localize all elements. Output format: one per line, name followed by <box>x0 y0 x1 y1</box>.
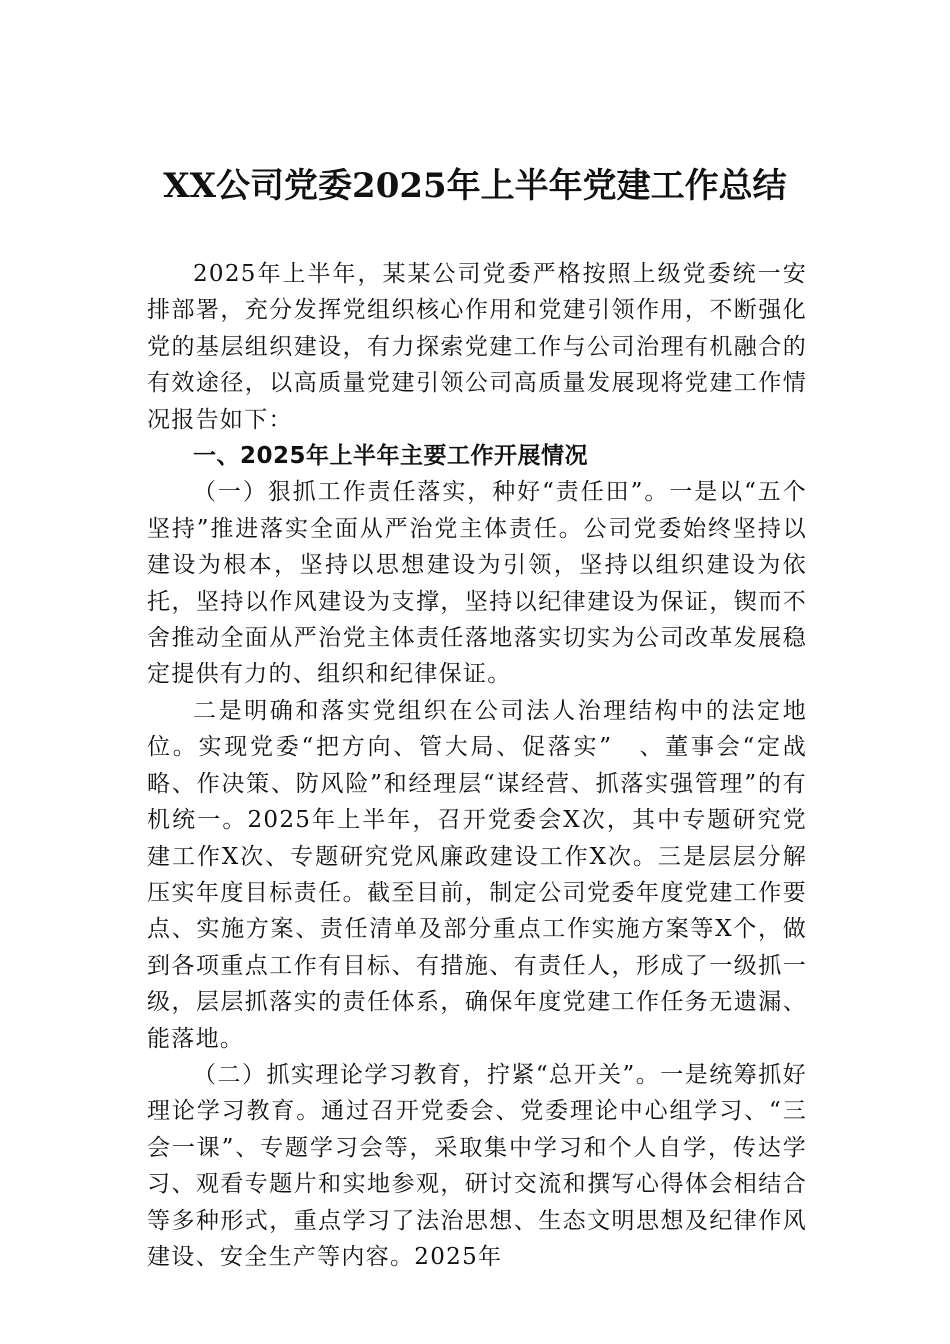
paragraph-responsibility: （一）狠抓工作责任落实，种好“责任田”。一是以“五个坚持”推进落实全面从严治党主体责任。公司党委始终坚持以建设为根本，坚持以思想建设为引领，坚持以组织建设为依托，坚持以作风建设为支撑，坚持以纪律建设为保证，锲而不舍推动全面从严治党主体责任落地落实切实为公司改革发展稳定提供有力的、组织和纪律保证。 <box>147 479 807 688</box>
document-title: XX公司党委2025年上半年党建工作总结 <box>163 166 787 206</box>
paragraph-theory-study: （二）抓实理论学习教育，拧紧“总开关”。一是统筹抓好理论学习教育。通过召开党委会、党委理论中心组学习、“三会一课”、专题学习会等，采取集中学习和个人自学，传达学习、观看专题片和实地参观，研讨交流和撰写心得体会相结合等多种形式，重点学习了法治思想、生态文明思想及纪律作风建设、安全生产等内容。2025年 <box>147 1061 807 1270</box>
intro-paragraph: 2025年上半年，某某公司党委严格按照上级党委统一安排部署，充分发挥党组织核心作用和党建引领作用，不断强化党的基层组织建设，有力探索党建工作与公司治理有机融合的有效途径，以高质量党建引领公司高质量发展现将党建工作情况报告如下： <box>147 261 807 433</box>
section-heading-1: 一、2025年上半年主要工作开展情况 <box>193 443 589 470</box>
document-body <box>147 256 807 1275</box>
paragraph-governance: 二是明确和落实党组织在公司法人治理结构中的法定地位。实现党委“把方向、管大局、促落实” 、董事会“定战略、作决策、防风险”和经理层“谋经营、抓落实强管理”的有机统一。2025年上半年，召开党委会X次，其中专题研究党建工作X次、专题研究党风廉政建设工作X次。三是层层分解压实年度目标责任。截至目前，制定公司党委年度党建工作要点、实施方案、责任清单及部分重点工作实施方案等X个，做到各项重点工作有目标、有措施、有责任人，形成了一级抓一级，层层抓落实的责任体系，确保年度党建工作任务无遗漏、能落地。 <box>147 697 807 1052</box>
